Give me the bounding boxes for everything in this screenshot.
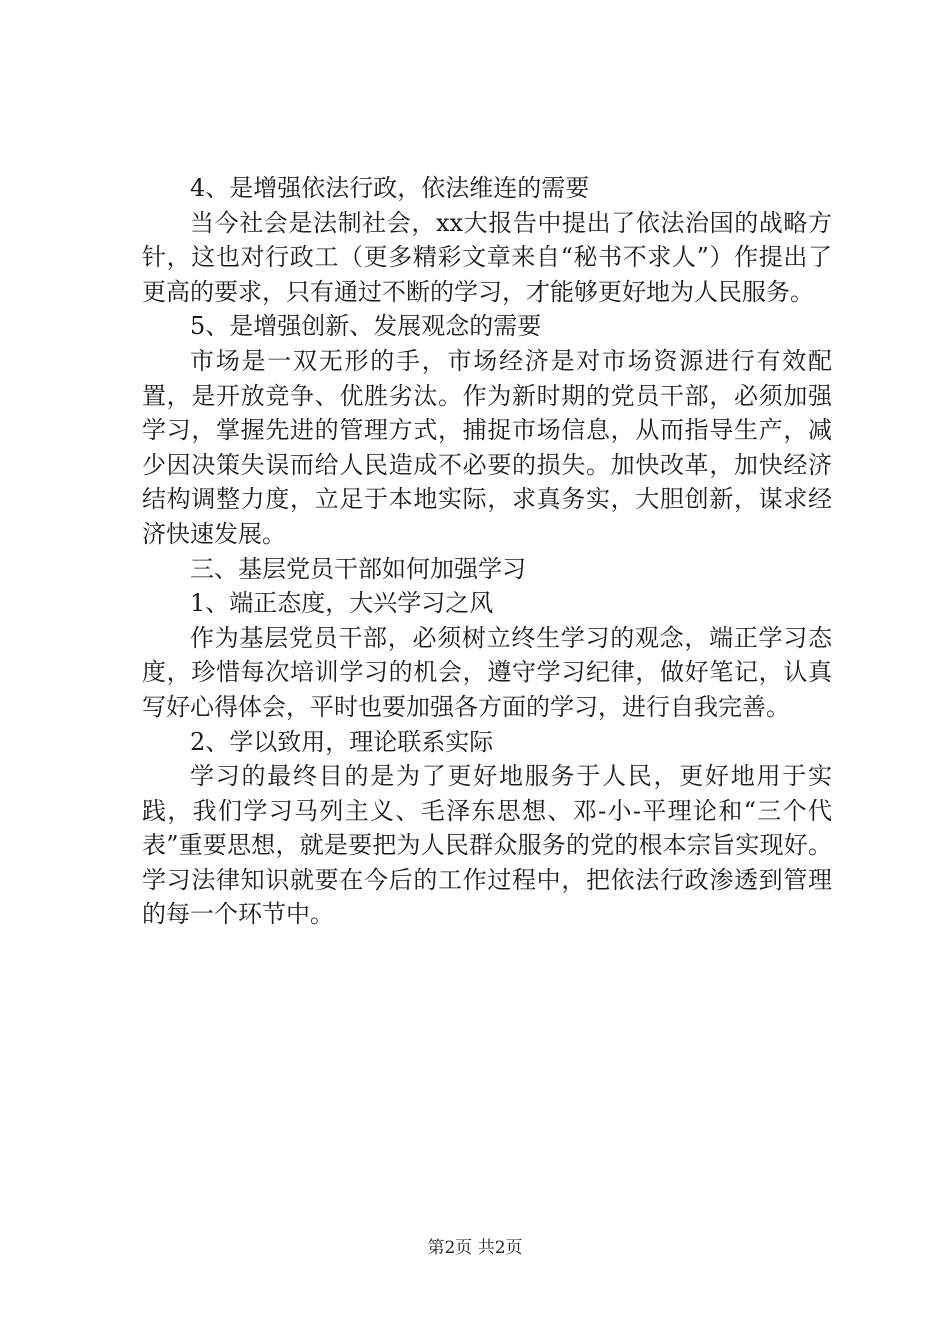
subsection-heading-1: 1、端正态度，大兴学习之风 — [190, 589, 494, 618]
document-body — [142, 171, 832, 932]
section-heading-4: 4、是增强依法行政，依法维连的需要 — [190, 174, 590, 202]
section-heading-3: 三、基层党员干部如何加强学习 — [190, 554, 526, 583]
page-number-footer: 第2页 共2页 — [427, 1238, 523, 1258]
paragraph-learning-attitude: 作为基层党员干部，必须树立终生学习的观念，端正学习态度，珍惜每次培训学习的机会，遵守学习纪律，做好笔记，认真写好心得体会，平时也要加强各方面的学习，进行自我完善。 — [142, 623, 832, 721]
paragraph-theory-practice: 学习的最终目的是为了更好地服务于人民，更好地用于实践，我们学习马列主义、毛泽东思想、邓-小-平理论和“三个代表”重要思想，就是要把为人民群众服务的党的根本宗旨实现好。学习法律知识就要在今后的工作过程中，把依法行政渗透到管理的每一个环节中。 — [142, 762, 832, 929]
section-heading-5: 5、是增强创新、发展观念的需要 — [190, 312, 542, 341]
subsection-heading-2: 2、学以致用，理论联系实际 — [190, 727, 494, 756]
paragraph-rule-of-law: 当今社会是法制社会，xx大报告中提出了依法治国的战略方针，这也对行政工（更多精彩文章来自“秘书不求人”）作提出了更高的要求，只有通过不断的学习，才能够更好地为人民服务。 — [142, 208, 832, 306]
paragraph-market-economy: 市场是一双无形的手，市场经济是对市场资源进行有效配置，是开放竞争、优胜劣汰。作为新时期的党员干部，必须加强学习，掌握先进的管理方式，捕捉市场信息，从而指导生产，减少因决策失误而给人民造成不必要的损失。加快改革，加快经济结构调整力度，立足于本地实际，求真务实，大胆创新，谋求经济快速发展。 — [142, 346, 832, 548]
